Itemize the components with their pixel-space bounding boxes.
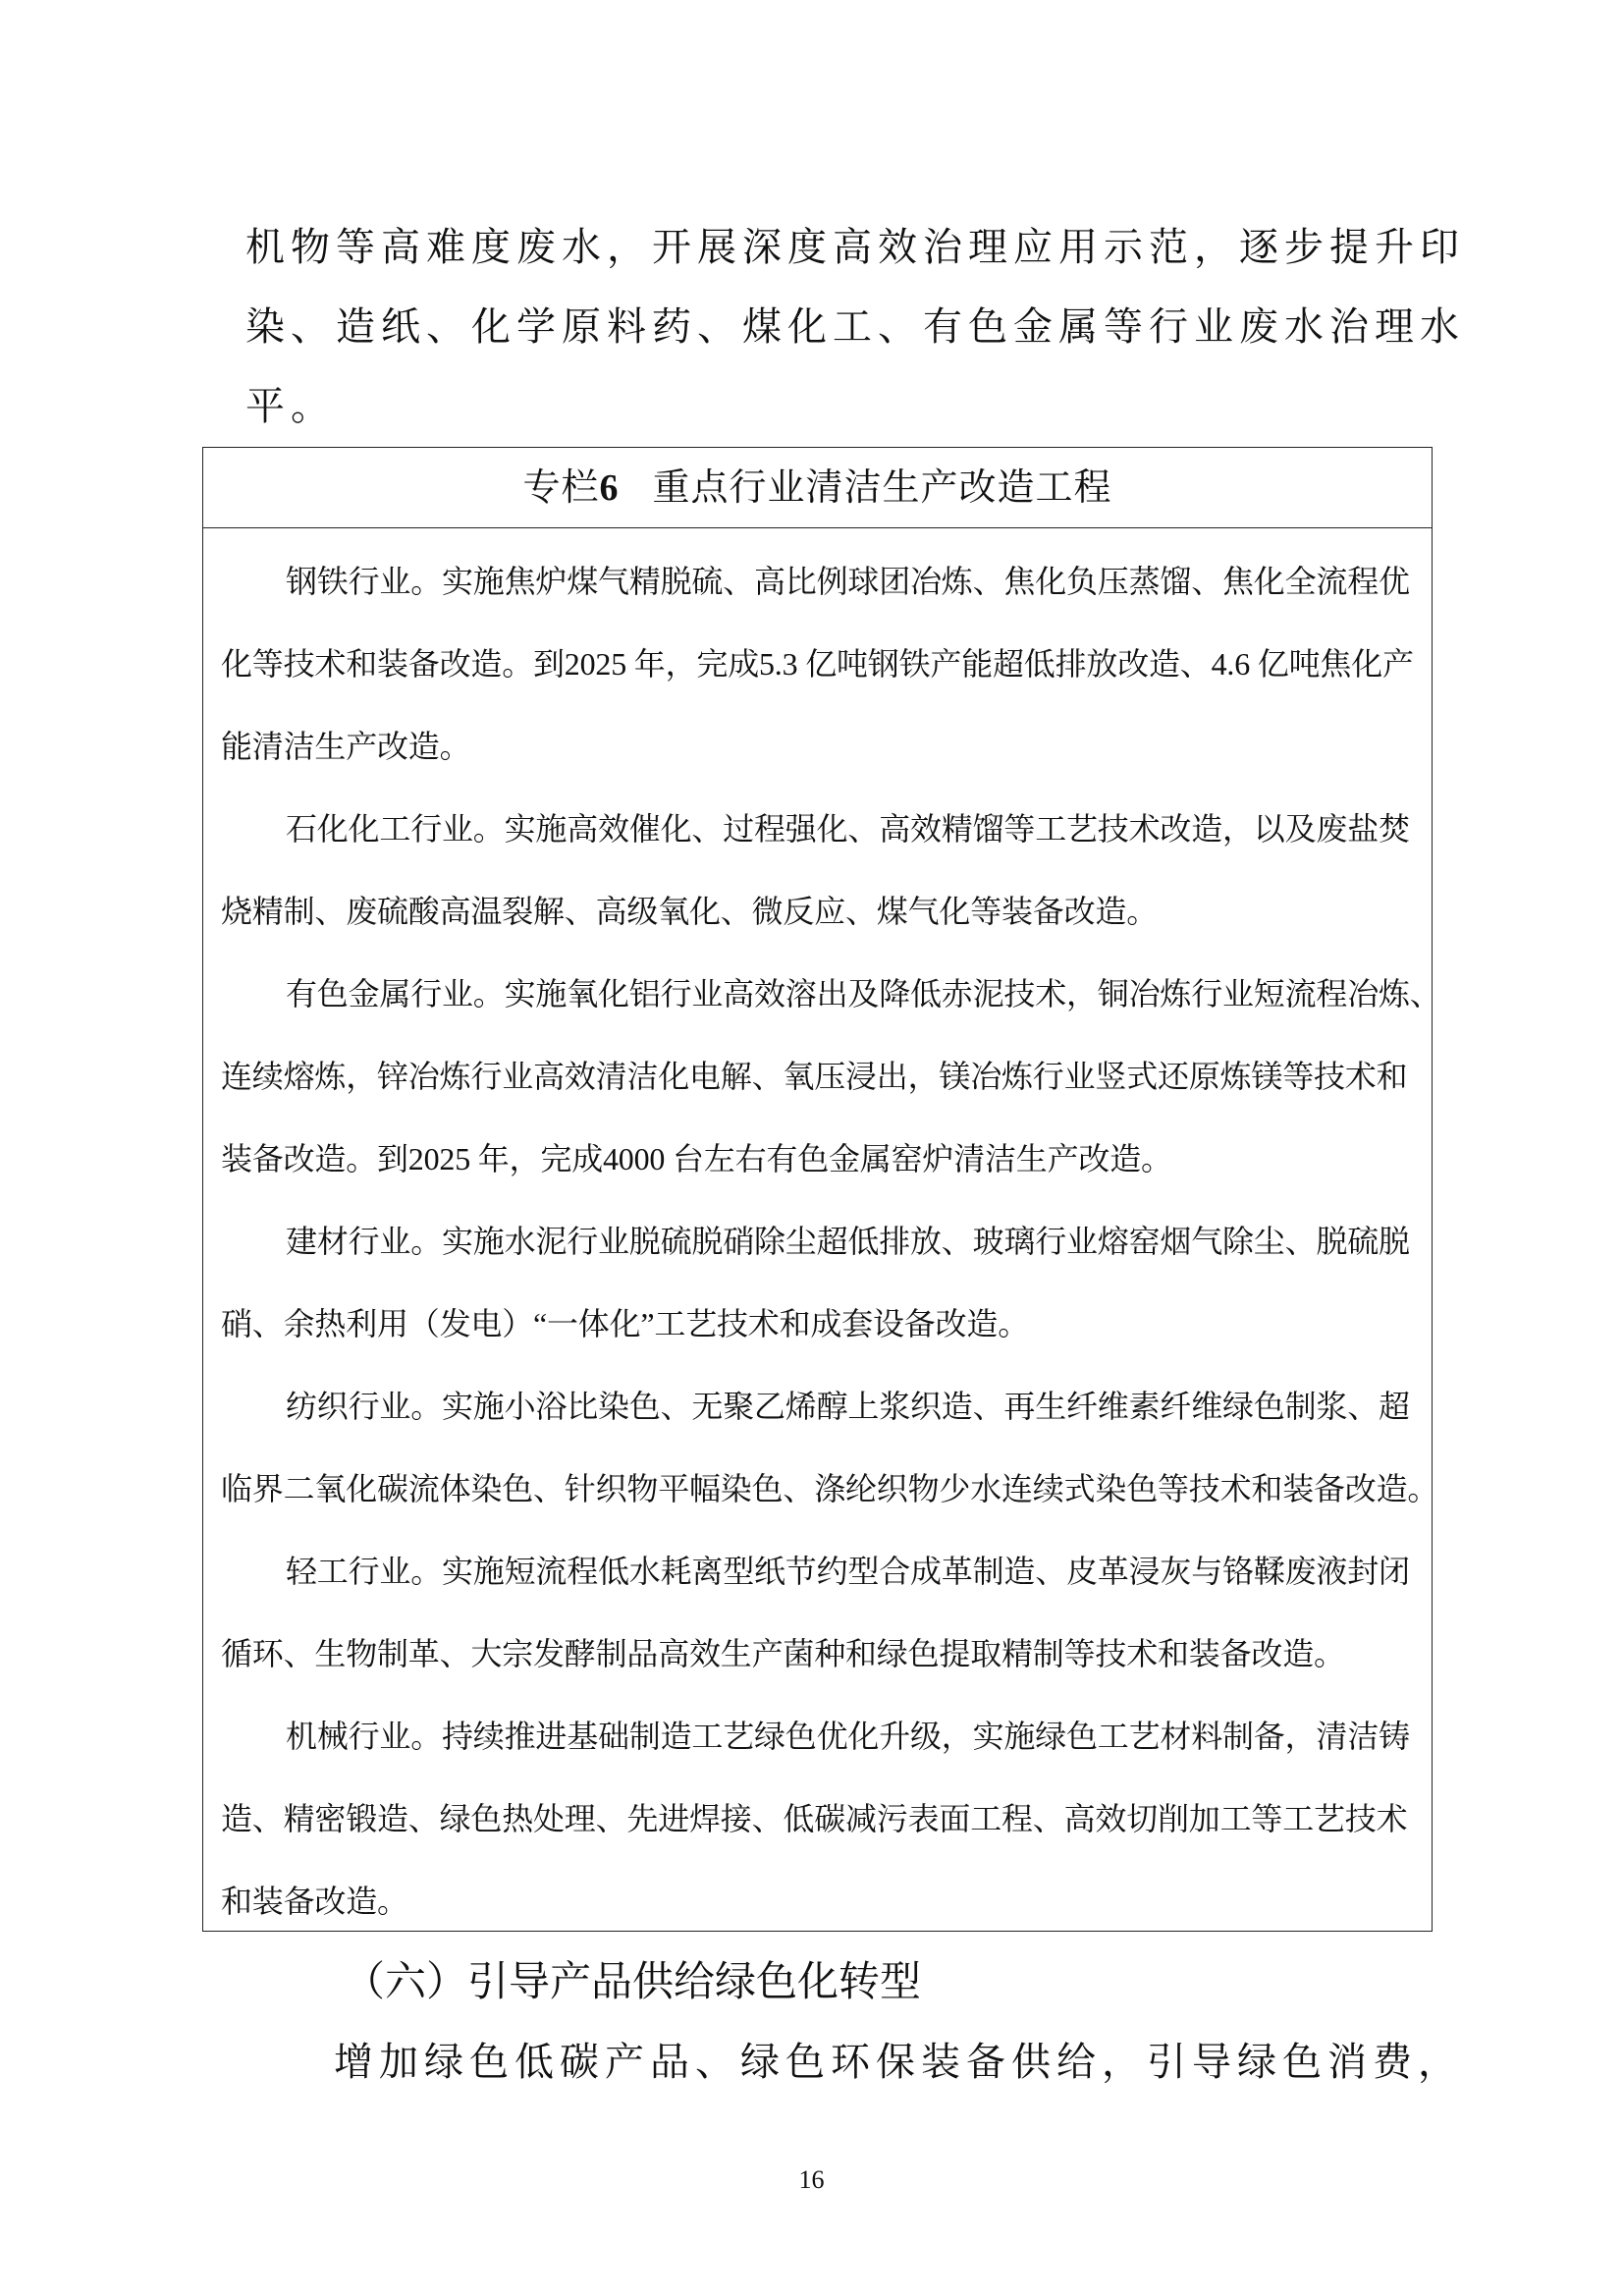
paragraph-line: 机械行业。持续推进基础制造工艺绿色优化升级，实施绿色工艺材料制备，清洁铸 — [286, 1719, 1410, 1754]
paragraph-line: 建材行业。实施水泥行业脱硫脱硝除尘超低排放、玻璃行业熔窑烟气除尘、脱硫脱 — [286, 1224, 1410, 1259]
intro-line: 机物等高难度废水，开展深度高效治理应用示范，逐步提升印 — [245, 225, 1465, 270]
closing-paragraph-line: 增加绿色低碳产品、绿色环保装备供给，引导绿色消费， — [334, 2040, 1463, 2085]
paragraph-line: 造、精密锻造、绿色热处理、先进焊接、低碳减污表面工程、高效切削加工等工艺技术 — [221, 1801, 1408, 1836]
paragraph-line: 纺织行业。实施小浴比染色、无聚乙烯醇上浆织造、再生纤维素纤维绿色制浆、超 — [286, 1389, 1410, 1424]
column-box-body — [203, 528, 1441, 1942]
page-number: 16 — [798, 2165, 825, 2194]
paragraph-line: 烧精制、废硫酸高温裂解、高级氧化、微反应、煤气化等装备改造。 — [221, 894, 1159, 929]
column-title-prefix: 专栏 — [522, 467, 600, 509]
paragraph-line: 石化化工行业。实施高效催化、过程强化、高效精馏等工艺技术改造，以及废盐焚 — [286, 811, 1410, 847]
paragraph-line: 和装备改造。 — [221, 1884, 408, 1919]
paragraph-line: 有色金属行业。实施氧化铝行业高效溶出及降低赤泥技术，铜冶炼行业短流程冶炼、 — [286, 976, 1441, 1011]
paragraph-line: 能清洁生产改造。 — [221, 729, 471, 764]
column-box — [202, 447, 1441, 1932]
column-box-title — [203, 448, 1432, 528]
column-title-number: 6 — [599, 467, 620, 509]
section-heading: （六）引导产品供给绿色化转型 — [344, 1957, 922, 2005]
intro-paragraph — [245, 208, 1465, 447]
industry-paragraph-nonferrous — [221, 953, 1441, 1200]
intro-line: 平。 — [245, 384, 336, 429]
paragraph-line: 循环、生物制革、大宗发酵制品高效生产菌种和绿色提取精制等技术和装备改造。 — [221, 1636, 1345, 1671]
paragraph-line: 临界二氧化碳流体染色、针织物平幅染色、涤纶织物少水连续式染色等技术和装备改造。 — [221, 1471, 1439, 1506]
industry-paragraph-machinery — [221, 1695, 1416, 1942]
paragraph-line: 连续熔炼，锌冶炼行业高效清洁化电解、氧压浸出，镁冶炼行业竖式还原炼镁等技术和 — [221, 1059, 1408, 1094]
paragraph-line: 硝、余热利用（发电）“一体化”工艺技术和成套设备改造。 — [221, 1306, 1030, 1341]
paragraph-line: 轻工行业。实施短流程低水耗离型纸节约型合成革制造、皮革浸灰与铬鞣废液封闭 — [286, 1554, 1410, 1589]
industry-paragraph-building-materials — [221, 1200, 1416, 1365]
column-title-text: 重点行业清洁生产改造工程 — [652, 467, 1112, 509]
paragraph-line: 化等技术和装备改造。到2025 年，完成5.3 亿吨钢铁产能超低排放改造、4.6 亿吨焦化产 — [221, 646, 1414, 682]
intro-line: 染、造纸、化学原料药、煤化工、有色金属等行业废水治理水 — [245, 304, 1465, 350]
paragraph-line: 钢铁行业。实施焦炉煤气精脱硫、高比例球团冶炼、焦化负压蒸馏、焦化全流程优 — [286, 564, 1410, 599]
paragraph-line: 装备改造。到2025 年，完成4000 台左右有色金属窑炉清洁生产改造。 — [221, 1141, 1172, 1176]
industry-paragraph-steel — [221, 540, 1416, 788]
industry-paragraph-light-industry — [221, 1530, 1416, 1695]
industry-paragraph-textile — [221, 1365, 1439, 1530]
industry-paragraph-petrochemical — [221, 788, 1416, 953]
